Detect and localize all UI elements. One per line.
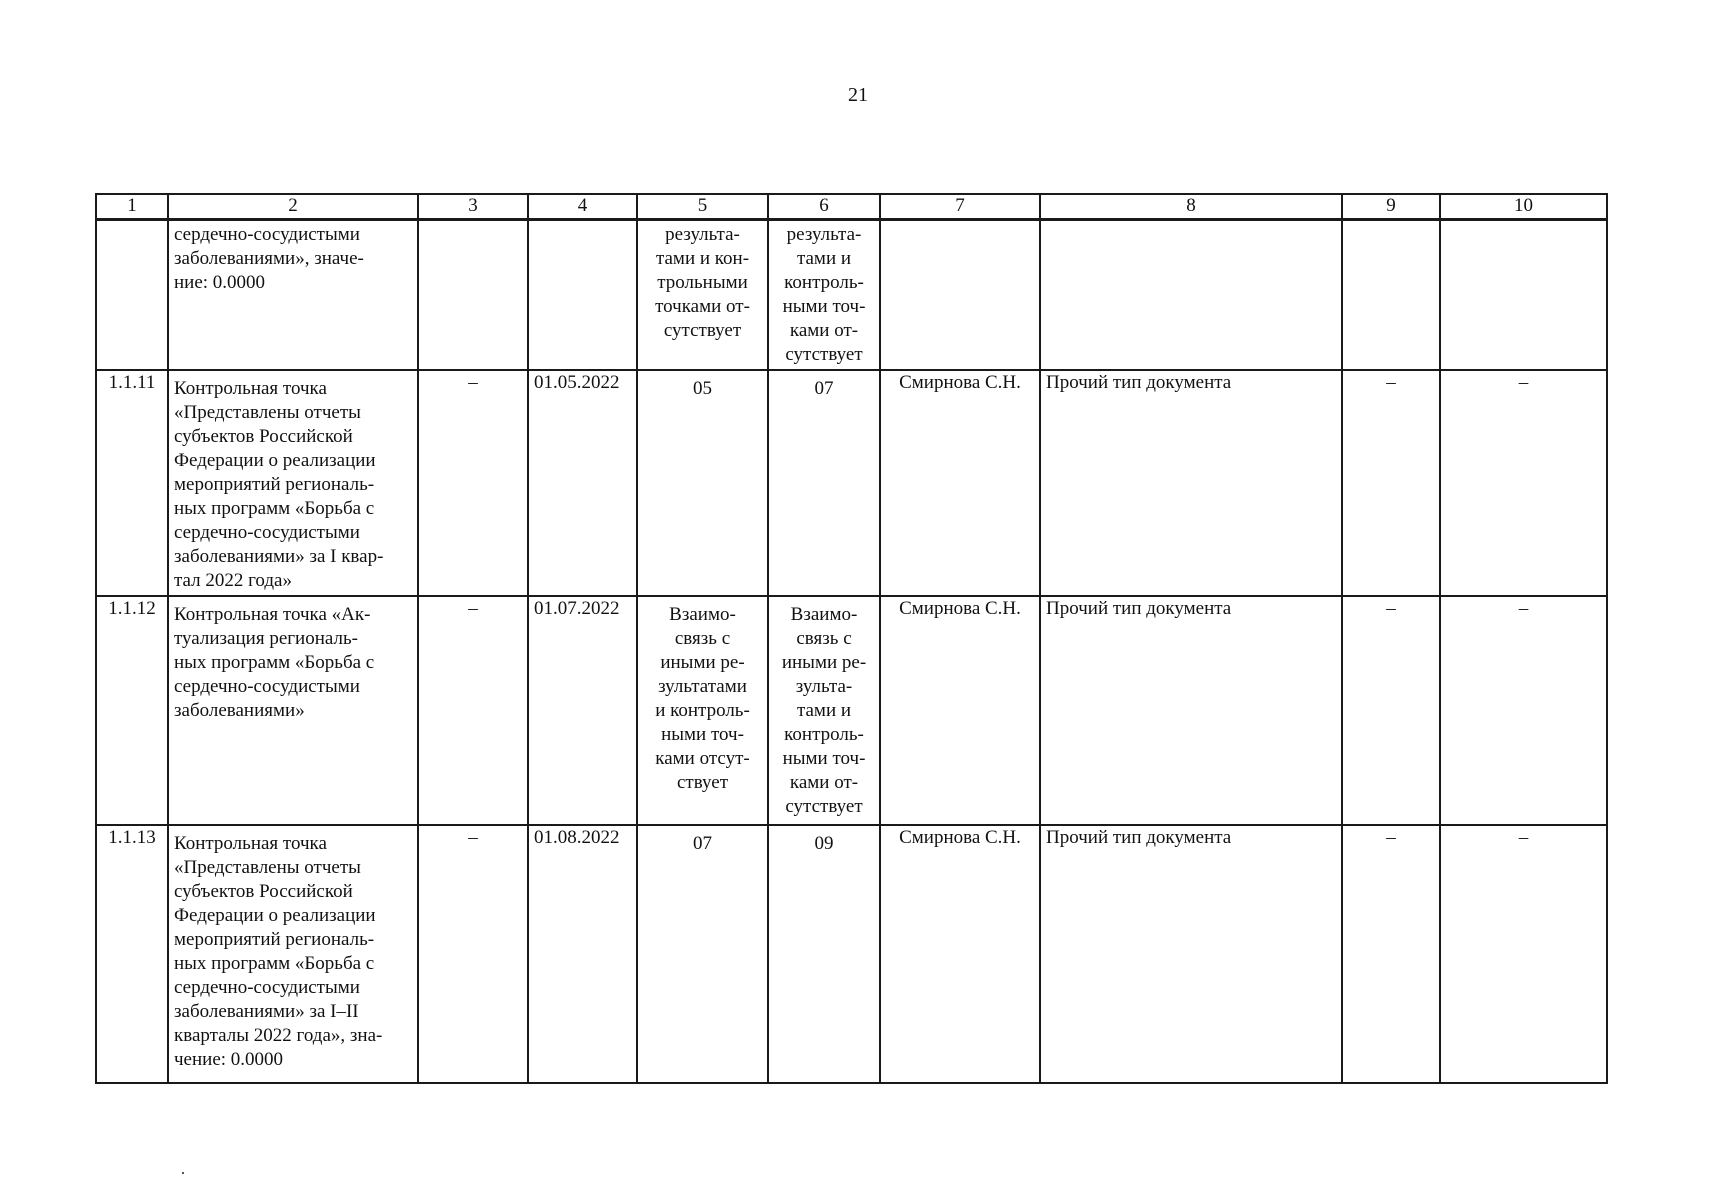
predecessor-cell (637, 220, 768, 370)
successor-line: контроль- (784, 723, 864, 745)
item-name-cell (168, 596, 418, 825)
successor-line: результа- (786, 224, 862, 245)
successor-cell (768, 825, 880, 1083)
column-header: 9 (1342, 194, 1440, 220)
item-name-line: ных программ «Борьба с (174, 497, 375, 519)
item-name-line: тал 2022 года» (174, 569, 292, 591)
document-type-cell: Прочий тип документа (1040, 825, 1342, 1083)
successor-line: Взаимо- (790, 603, 858, 625)
due-date-cell (528, 220, 637, 370)
predecessor-line: Взаимо- (669, 603, 736, 625)
item-name-line: заболеваниями» за I–II (174, 1000, 359, 1022)
item-name-line: мероприятий региональ- (174, 928, 375, 950)
column-header: 8 (1040, 194, 1342, 220)
due-date-cell: 01.05.2022 (528, 370, 637, 596)
successor-cell (768, 220, 880, 370)
column-number-header (96, 194, 1607, 220)
col3-cell (418, 220, 528, 370)
column-header: 7 (880, 194, 1040, 220)
successor-line: тами и (796, 699, 852, 721)
due-date-cell: 01.07.2022 (528, 596, 637, 825)
predecessor-cell (637, 370, 768, 596)
col9-cell: – (1342, 825, 1440, 1083)
scan-artifact (182, 1172, 184, 1174)
item-name-line: ние: 0.0000 (174, 272, 266, 293)
plan-table (95, 193, 1608, 1084)
col9-cell: – (1342, 596, 1440, 825)
row-number-cell: 1.1.12 (96, 596, 168, 825)
item-name-line: сердечно-сосудистыми (174, 224, 360, 245)
predecessor-line: сутствует (663, 320, 742, 341)
col10-cell (1440, 220, 1607, 370)
item-name-line: Федерации о реализации (174, 904, 376, 926)
column-header: 1 (96, 194, 168, 220)
column-header: 4 (528, 194, 637, 220)
successor-line: сутствует (785, 344, 863, 365)
responsible-cell: Смирнова С.Н. (880, 825, 1040, 1083)
item-name-line: Контрольная точка (174, 832, 327, 854)
successor-line: зульта- (795, 675, 853, 697)
successor-line: 07 (814, 377, 834, 399)
column-header: 6 (768, 194, 880, 220)
predecessor-line: ствует (676, 771, 729, 793)
col10-cell: – (1440, 370, 1607, 596)
item-name-cell (168, 370, 418, 596)
item-name-line: заболеваниями» за I квар- (174, 545, 384, 567)
item-name-line: чение: 0.0000 (174, 1048, 284, 1070)
predecessor-line: ками отсут- (655, 747, 750, 769)
table-row (96, 370, 1607, 596)
item-name-line: «Представлены отчеты (174, 856, 361, 878)
predecessor-line: точками от- (655, 296, 750, 317)
item-name-line: сердечно-сосудистыми (174, 521, 360, 543)
item-name-cell (168, 825, 418, 1083)
row-number-cell: 1.1.13 (96, 825, 168, 1083)
column-header: 10 (1440, 194, 1607, 220)
item-name-line: «Представлены отчеты (174, 401, 361, 423)
predecessor-line: 05 (693, 377, 712, 399)
successor-cell (768, 370, 880, 596)
row-number-cell (96, 220, 168, 370)
table-row (96, 825, 1607, 1083)
item-name-line: сердечно-сосудистыми (174, 976, 360, 998)
item-name-line: ных программ «Борьба с (174, 952, 375, 974)
successor-line: связь с (796, 627, 852, 649)
predecessor-line: связь с (674, 627, 731, 649)
item-name-line: Федерации о реализации (174, 449, 376, 471)
successor-line: 09 (814, 832, 834, 854)
responsible-cell: Смирнова С.Н. (880, 370, 1040, 596)
col9-cell: – (1342, 370, 1440, 596)
item-name-line: сердечно-сосудистыми (174, 675, 360, 697)
item-name-line: заболеваниями», значе- (174, 248, 364, 269)
due-date-cell: 01.08.2022 (528, 825, 637, 1083)
predecessor-line: 07 (693, 832, 712, 854)
column-header: 5 (637, 194, 768, 220)
successor-line: ками от- (789, 320, 859, 341)
col10-cell: – (1440, 825, 1607, 1083)
col3-cell: – (418, 370, 528, 596)
column-header: 2 (168, 194, 418, 220)
col10-cell: – (1440, 596, 1607, 825)
table-row (96, 220, 1607, 370)
column-header: 3 (418, 194, 528, 220)
predecessor-line: и контроль- (655, 699, 750, 721)
predecessor-line: результа- (665, 224, 740, 245)
item-name-line: субъектов Российской (174, 880, 353, 902)
successor-line: ными точ- (782, 747, 866, 769)
predecessor-line: иными ре- (660, 651, 745, 673)
col3-cell: – (418, 825, 528, 1083)
row-number-cell: 1.1.11 (96, 370, 168, 596)
item-name-line: Контрольная точка (174, 377, 327, 399)
successor-line: контроль- (784, 272, 864, 293)
document-type-cell (1040, 220, 1342, 370)
document-type-cell: Прочий тип документа (1040, 370, 1342, 596)
successor-cell (768, 596, 880, 825)
successor-line: сутствует (785, 795, 863, 817)
item-name-line: кварталы 2022 года», зна- (174, 1024, 383, 1046)
responsible-cell (880, 220, 1040, 370)
document-type-cell: Прочий тип документа (1040, 596, 1342, 825)
responsible-cell: Смирнова С.Н. (880, 596, 1040, 825)
item-name-line: субъектов Российской (174, 425, 353, 447)
successor-line: ными точ- (782, 296, 866, 317)
item-name-line: заболеваниями» (174, 699, 305, 721)
page-number: 21 (848, 84, 868, 106)
successor-line: ками от- (789, 771, 859, 793)
successor-line: иными ре- (781, 651, 867, 673)
item-name-cell (168, 220, 418, 370)
predecessor-line: ными точ- (661, 723, 744, 745)
item-name-line: Контрольная точка «Ак- (174, 603, 371, 625)
table-row (96, 596, 1607, 825)
item-name-line: ных программ «Борьба с (174, 651, 375, 673)
predecessor-line: трольными (657, 272, 748, 293)
predecessor-cell (637, 596, 768, 825)
successor-line: тами и (796, 248, 852, 269)
predecessor-line: тами и кон- (655, 248, 750, 269)
item-name-line: мероприятий региональ- (174, 473, 375, 495)
col3-cell: – (418, 596, 528, 825)
predecessor-line: зультатами (658, 675, 747, 697)
item-name-line: туализация региональ- (174, 627, 358, 649)
predecessor-cell (637, 825, 768, 1083)
col9-cell (1342, 220, 1440, 370)
